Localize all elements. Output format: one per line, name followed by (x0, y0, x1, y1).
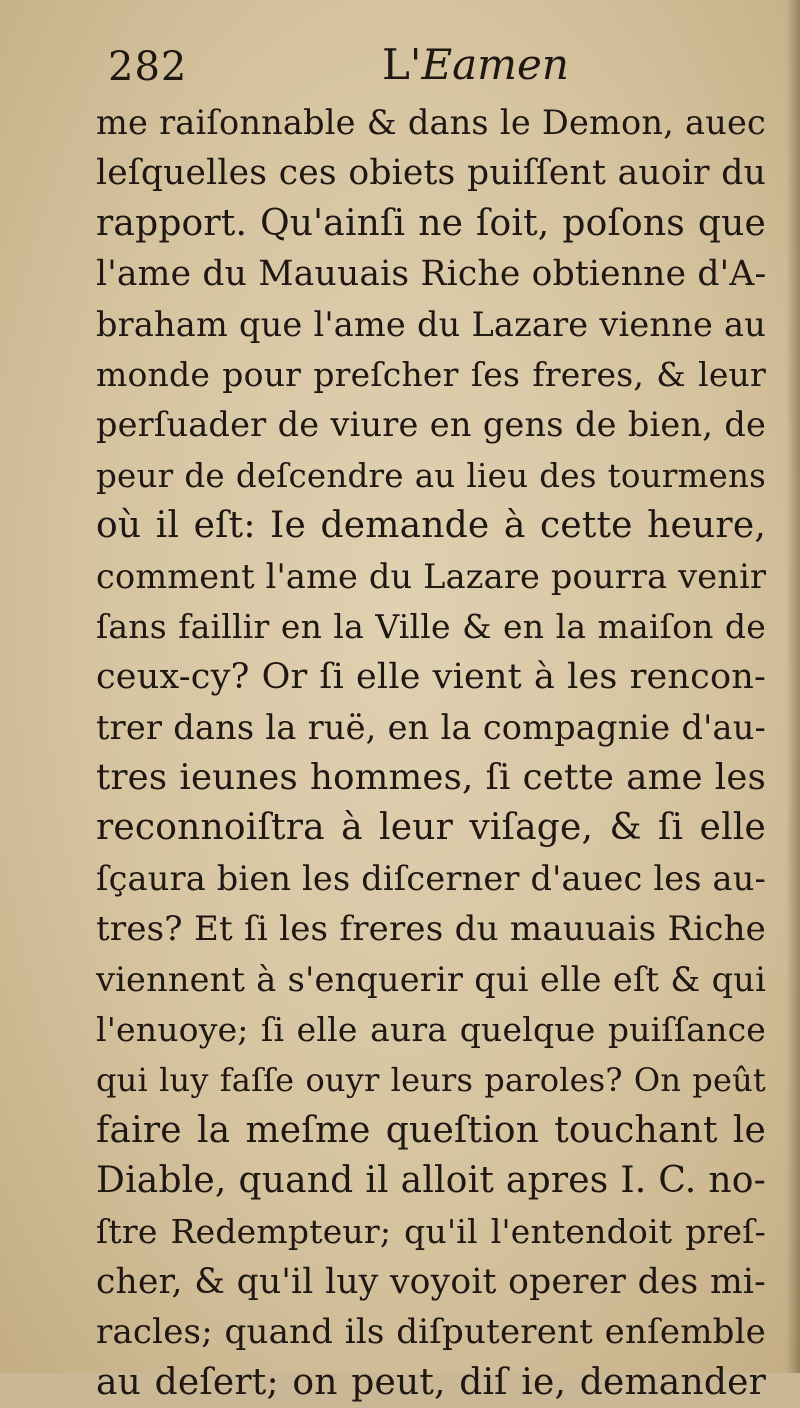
text-line: leſquelles ces obiets puiſſent auoir du (96, 153, 766, 194)
text-line: comment l'ame du Lazare pourra venir (96, 556, 767, 596)
text-line: racles; quand ils diſputerent enſemble (96, 1312, 766, 1353)
text-line: viennent à s'enquerir qui elle eſt & qui (96, 959, 766, 999)
page-edge-shadow (786, 0, 800, 1373)
text-line: me raiſonnable & dans le Demon, auec (96, 103, 766, 142)
text-line: ſans faillir en la Ville & en la maiſon de (96, 606, 766, 646)
text-line: monde pour preſcher ſes freres, & leur (96, 354, 766, 394)
text-line: braham que l'ame du Lazare vienne au (96, 304, 766, 344)
text-line: ceux-cy? Or ſi elle vient à les rencon- (96, 657, 766, 698)
running-title (382, 40, 569, 89)
text-line: faire la meſme queſtion touchant le (96, 1109, 766, 1151)
text-line: tres ieunes hommes, ſi cette ame les (96, 757, 766, 799)
text-line: tres? Et ſi les freres du mauuais Riche (96, 909, 766, 950)
running-title-prefix: L' (382, 40, 422, 89)
text-line: qui luy faſſe ouyr leurs paroles? On peût (96, 1061, 766, 1100)
text-line: rapport. Qu'ainſi ne ſoit, poſons que (96, 202, 766, 244)
running-title-italic: Eamen (421, 40, 569, 89)
text-line: reconnoiſtra à leur viſage, & ſi elle (96, 807, 766, 849)
text-line: où il eſt: Ie demande à cette heure, (96, 505, 766, 547)
body-text (96, 98, 766, 1408)
text-line: cher, & qu'il luy voyoit operer des mi- (96, 1261, 766, 1302)
text-line: perſuader de viure en gens de bien, de (96, 405, 766, 445)
page-number: 282 (108, 44, 188, 90)
text-line: peur de deſcendre au lieu des tourmens (96, 456, 766, 495)
text-line: ſçaura bien les diſcerner d'auec les au- (96, 858, 766, 898)
text-line: au deſert; on peut, diſ ie, demander (96, 1361, 766, 1403)
text-line: ſtre Redempteur; qu'il l'entendoit preſ- (96, 1211, 766, 1251)
text-line: Diable, quand il alloit apres I. C. no- (96, 1160, 766, 1202)
text-line: l'enuoye; ſi elle aura quelque puiſſance (96, 1010, 766, 1050)
text-line: trer dans la ruë, en la compagnie d'au- (96, 707, 766, 747)
text-line: l'ame du Mauuais Riche obtienne d'A- (96, 254, 767, 295)
page-header (100, 40, 760, 100)
